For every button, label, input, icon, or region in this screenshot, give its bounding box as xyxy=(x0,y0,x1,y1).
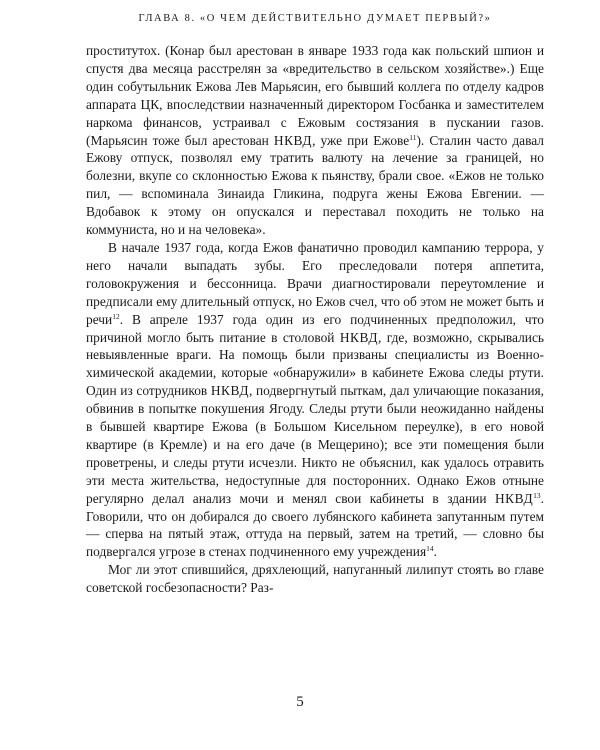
paragraph-2 xyxy=(86,239,544,561)
footnote-ref-12: 12 xyxy=(112,311,120,321)
abbreviation: НКВД xyxy=(273,132,313,148)
footnote-ref-14: 14 xyxy=(426,544,434,554)
abbreviation: НКВД xyxy=(339,329,379,345)
footnote-ref-11: 11 xyxy=(409,132,417,142)
paragraph-3 xyxy=(86,561,544,597)
text-run: , уже при Ежове xyxy=(312,132,410,148)
running-header: ГЛАВА 8. «О ЧЕМ ДЕЙСТВИТЕЛЬНО ДУМАЕТ ПЕРВЫЙ?» xyxy=(138,13,492,24)
text-run: . В апреле 1937 года один из его подчиненных предположил, что причиной могло быть питание в столовой xyxy=(86,311,544,345)
text-run: , подвергнутый пыткам, дал уличающие показания, обвинив в попытке покушения Ягоду. Следы ртути были неожиданно найдены в бывшей квартире Ежова (в Большом Кисельном переулке), в его новой квартире (в Кремле) и на его даче (в Мещерино); все эти помещения были проветрены, и следы ртути исчезли. Никто не объяснил, как удалось отравить эти места жительства, недоступные для посторонних. Однако Ежов отныне регулярно делал анализ мочи и менял свои кабинеты в здании xyxy=(86,383,544,506)
body-text xyxy=(86,42,544,597)
page-number: 5 xyxy=(296,694,304,710)
text-run: . xyxy=(433,544,437,560)
abbreviation: НКВД xyxy=(210,383,250,399)
text-run: , где, возможно, скрывались невыявленные враги. На помощь были призваны специалисты из Военно-химической академии, которые «обнаружили» в кабинете Ежова следы ртути. Один из сотрудников xyxy=(86,329,544,399)
text-run: В начале 1937 года, когда Ежов фанатично проводил кампанию террора, у него начали выпадать зубы. Его преследовали потеря аппетита, головокружения и бессонница. Врачи диагностировали переутомление и предписали ему длительный отпуск, но Ежов счел, что об этом не может быть и речи xyxy=(86,239,544,327)
text-run: Мог ли этот спившийся, дряхлеющий, напуганный лилипут стоять во главе советской госбезопасности? Раз- xyxy=(86,562,544,596)
paragraph-1 xyxy=(86,42,544,239)
text-run: . Говорили, что он добирался до своего лубянского кабинета запутанным путем — сперва на пятый этаж, оттуда на первый, затем на третий, — словно бы подвергался угрозе в стенах подчиненного ему учреждения xyxy=(86,490,544,560)
footnote-ref-13: 13 xyxy=(533,490,541,500)
text-run: проститутох. (Конар был арестован в январе 1933 года как польский шпион и спустя два месяца расстрелян за «вредительство в сельском хозяйстве».) Еще один собутыльник Ежова Лев Марьясин, его бывший коллега по отделу кадров аппарата ЦК, впоследствии назначенный директором Госбанка и заместителем наркома финансов, устраивал с Ежовым состязания в пускании газов. (Марьясин тоже был арестован xyxy=(86,43,544,148)
text-run: ). Сталин часто давал Ежову отпуск, позволял ему тратить валюту на лечение за границей, но болезни, вкупе со склонностью Ежова к пьянству, брали свое. «Ежов не только пил, — вспоминала Зинаида Гликина, подруга жены Ежова Евгении. — Вдобавок к этому он опускался и переставал походить не только на коммуниста, но и на человека». xyxy=(86,132,544,238)
abbreviation: НКВД xyxy=(494,490,534,506)
